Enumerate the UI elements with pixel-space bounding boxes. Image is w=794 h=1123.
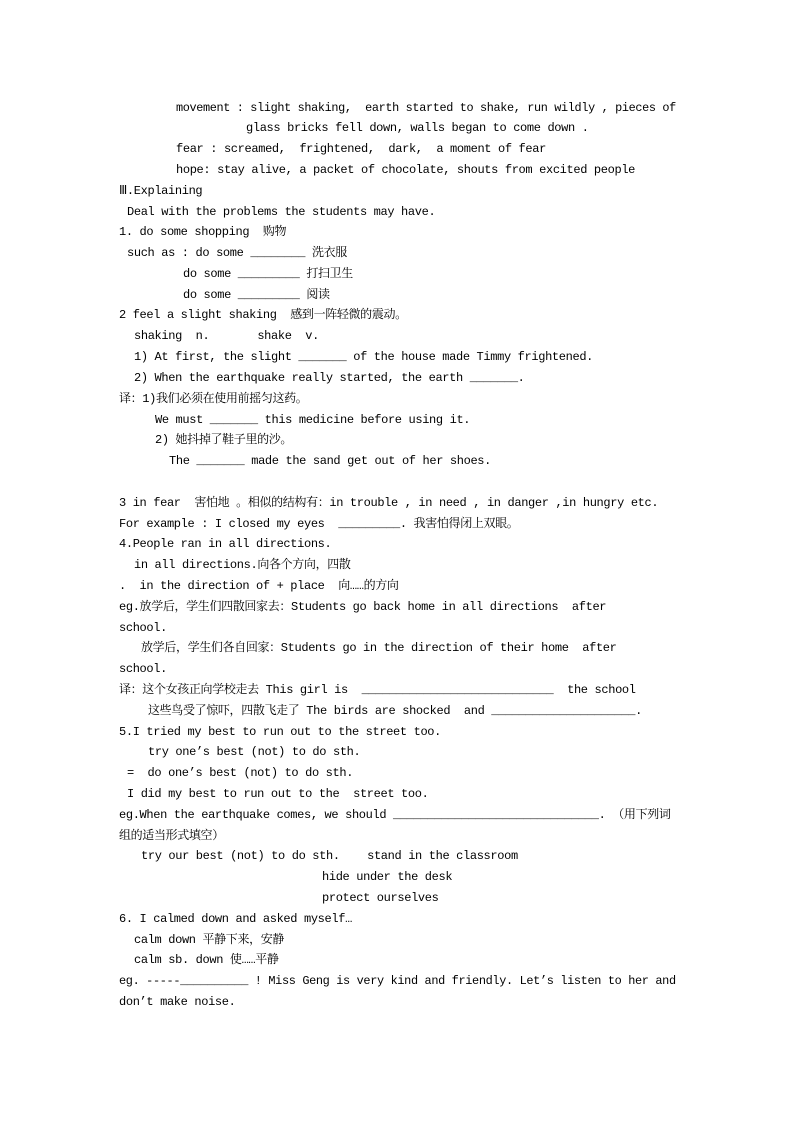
item-5-heading: 5.I tried my best to run out to the street too. xyxy=(119,725,442,739)
section-heading-explaining: Ⅲ.Explaining xyxy=(119,184,203,198)
text-line-do-some-2: do some _________ 打扫卫生 xyxy=(183,267,353,281)
text-line-hope: hope: stay alive, a packet of chocolate, shouts from excited people xyxy=(176,163,636,177)
exercise-5: eg.When the earthquake comes, we should ______________________________. （用下列词 xyxy=(119,808,671,822)
text-line-try-best: try one’s best (not) to do sth. xyxy=(148,745,361,759)
text-line-fear: fear : screamed, frightened, dark, a moment of fear xyxy=(176,142,546,156)
text-line-in-the-direction: . in the direction of + place 向……的方向 xyxy=(119,579,399,593)
text-line-do-some-3: do some _________ 阅读 xyxy=(183,288,330,302)
translation-4-1: 译：这个女孩正向学校走去 This girl is ____________________________ the school xyxy=(119,683,636,697)
item-4-heading: 4.People ran in all directions. xyxy=(119,537,332,551)
text-line-did-best: I did my best to run out to the street too. xyxy=(127,787,429,801)
text-line-calm-down: calm down 平静下来，安静 xyxy=(134,933,285,947)
phrase-options-3: protect ourselves xyxy=(322,891,439,905)
example-6-cont: don’t make noise. xyxy=(119,995,236,1009)
example-4-1-cont: school. xyxy=(119,621,167,635)
exercise-2-2: 2) When the earthquake really started, the earth _______. xyxy=(134,371,525,385)
item-2-heading: 2 feel a slight shaking 感到一阵轻微的震动。 xyxy=(119,308,407,322)
translation-heading-1: 译：1)我们必须在使用前摇匀这药。 xyxy=(119,392,308,406)
exercise-5-cont: 组的适当形式填空） xyxy=(119,829,224,843)
item-1-heading: 1. do some shopping 购物 xyxy=(119,225,287,239)
item-3-heading: 3 in fear 害怕地 。相似的结构有：in trouble , in need , in danger ,in hungry etc. xyxy=(119,496,659,510)
translation-2-question: 2) 她抖掉了鞋子里的沙。 xyxy=(155,433,293,447)
text-line-such-as: such as : do some ________ 洗衣服 xyxy=(127,246,347,260)
translation-1-answer: We must _______ this medicine before using it. xyxy=(155,413,471,427)
example-4-2-cont: school. xyxy=(119,662,167,676)
text-line-movement-cont: glass bricks fell down, walls began to come down . xyxy=(246,121,589,135)
text-line-deal: Deal with the problems the students may have. xyxy=(127,205,436,219)
translation-2-answer: The _______ made the sand get out of her shoes. xyxy=(169,454,492,468)
translation-4-2: 这些鸟受了惊吓，四散飞走了 The birds are shocked and _____________________. xyxy=(148,704,643,718)
text-line-in-all-directions: in all directions.向各个方向，四散 xyxy=(134,558,351,572)
exercise-2-1: 1) At first, the slight _______ of the house made Timmy frightened. xyxy=(134,350,594,364)
example-4-2: 放学后，学生们各自回家：Students go in the direction of their home after xyxy=(141,641,617,655)
example-6: eg. -----__________ ! Miss Geng is very kind and friendly. Let’s listen to her and xyxy=(119,974,676,988)
phrase-options-2: hide under the desk xyxy=(322,870,453,884)
text-line-do-best: = do one’s best (not) to do sth. xyxy=(127,766,354,780)
item-6-heading: 6. I calmed down and asked myself… xyxy=(119,912,352,926)
text-line-shaking: shaking n. shake v. xyxy=(134,329,319,343)
text-line-movement: movement : slight shaking, earth started to shake, run wildly , pieces of xyxy=(176,101,676,115)
example-4-1: eg.放学后，学生们四散回家去：Students go back home in all directions after xyxy=(119,600,607,614)
text-line-for-example: For example : I closed my eyes _________. 我害怕得闭上双眼。 xyxy=(119,517,519,531)
phrase-options-1: try our best (not) to do sth. stand in the classroom xyxy=(141,849,518,863)
text-line-calm-sb-down: calm sb. down 使……平静 xyxy=(134,953,279,967)
